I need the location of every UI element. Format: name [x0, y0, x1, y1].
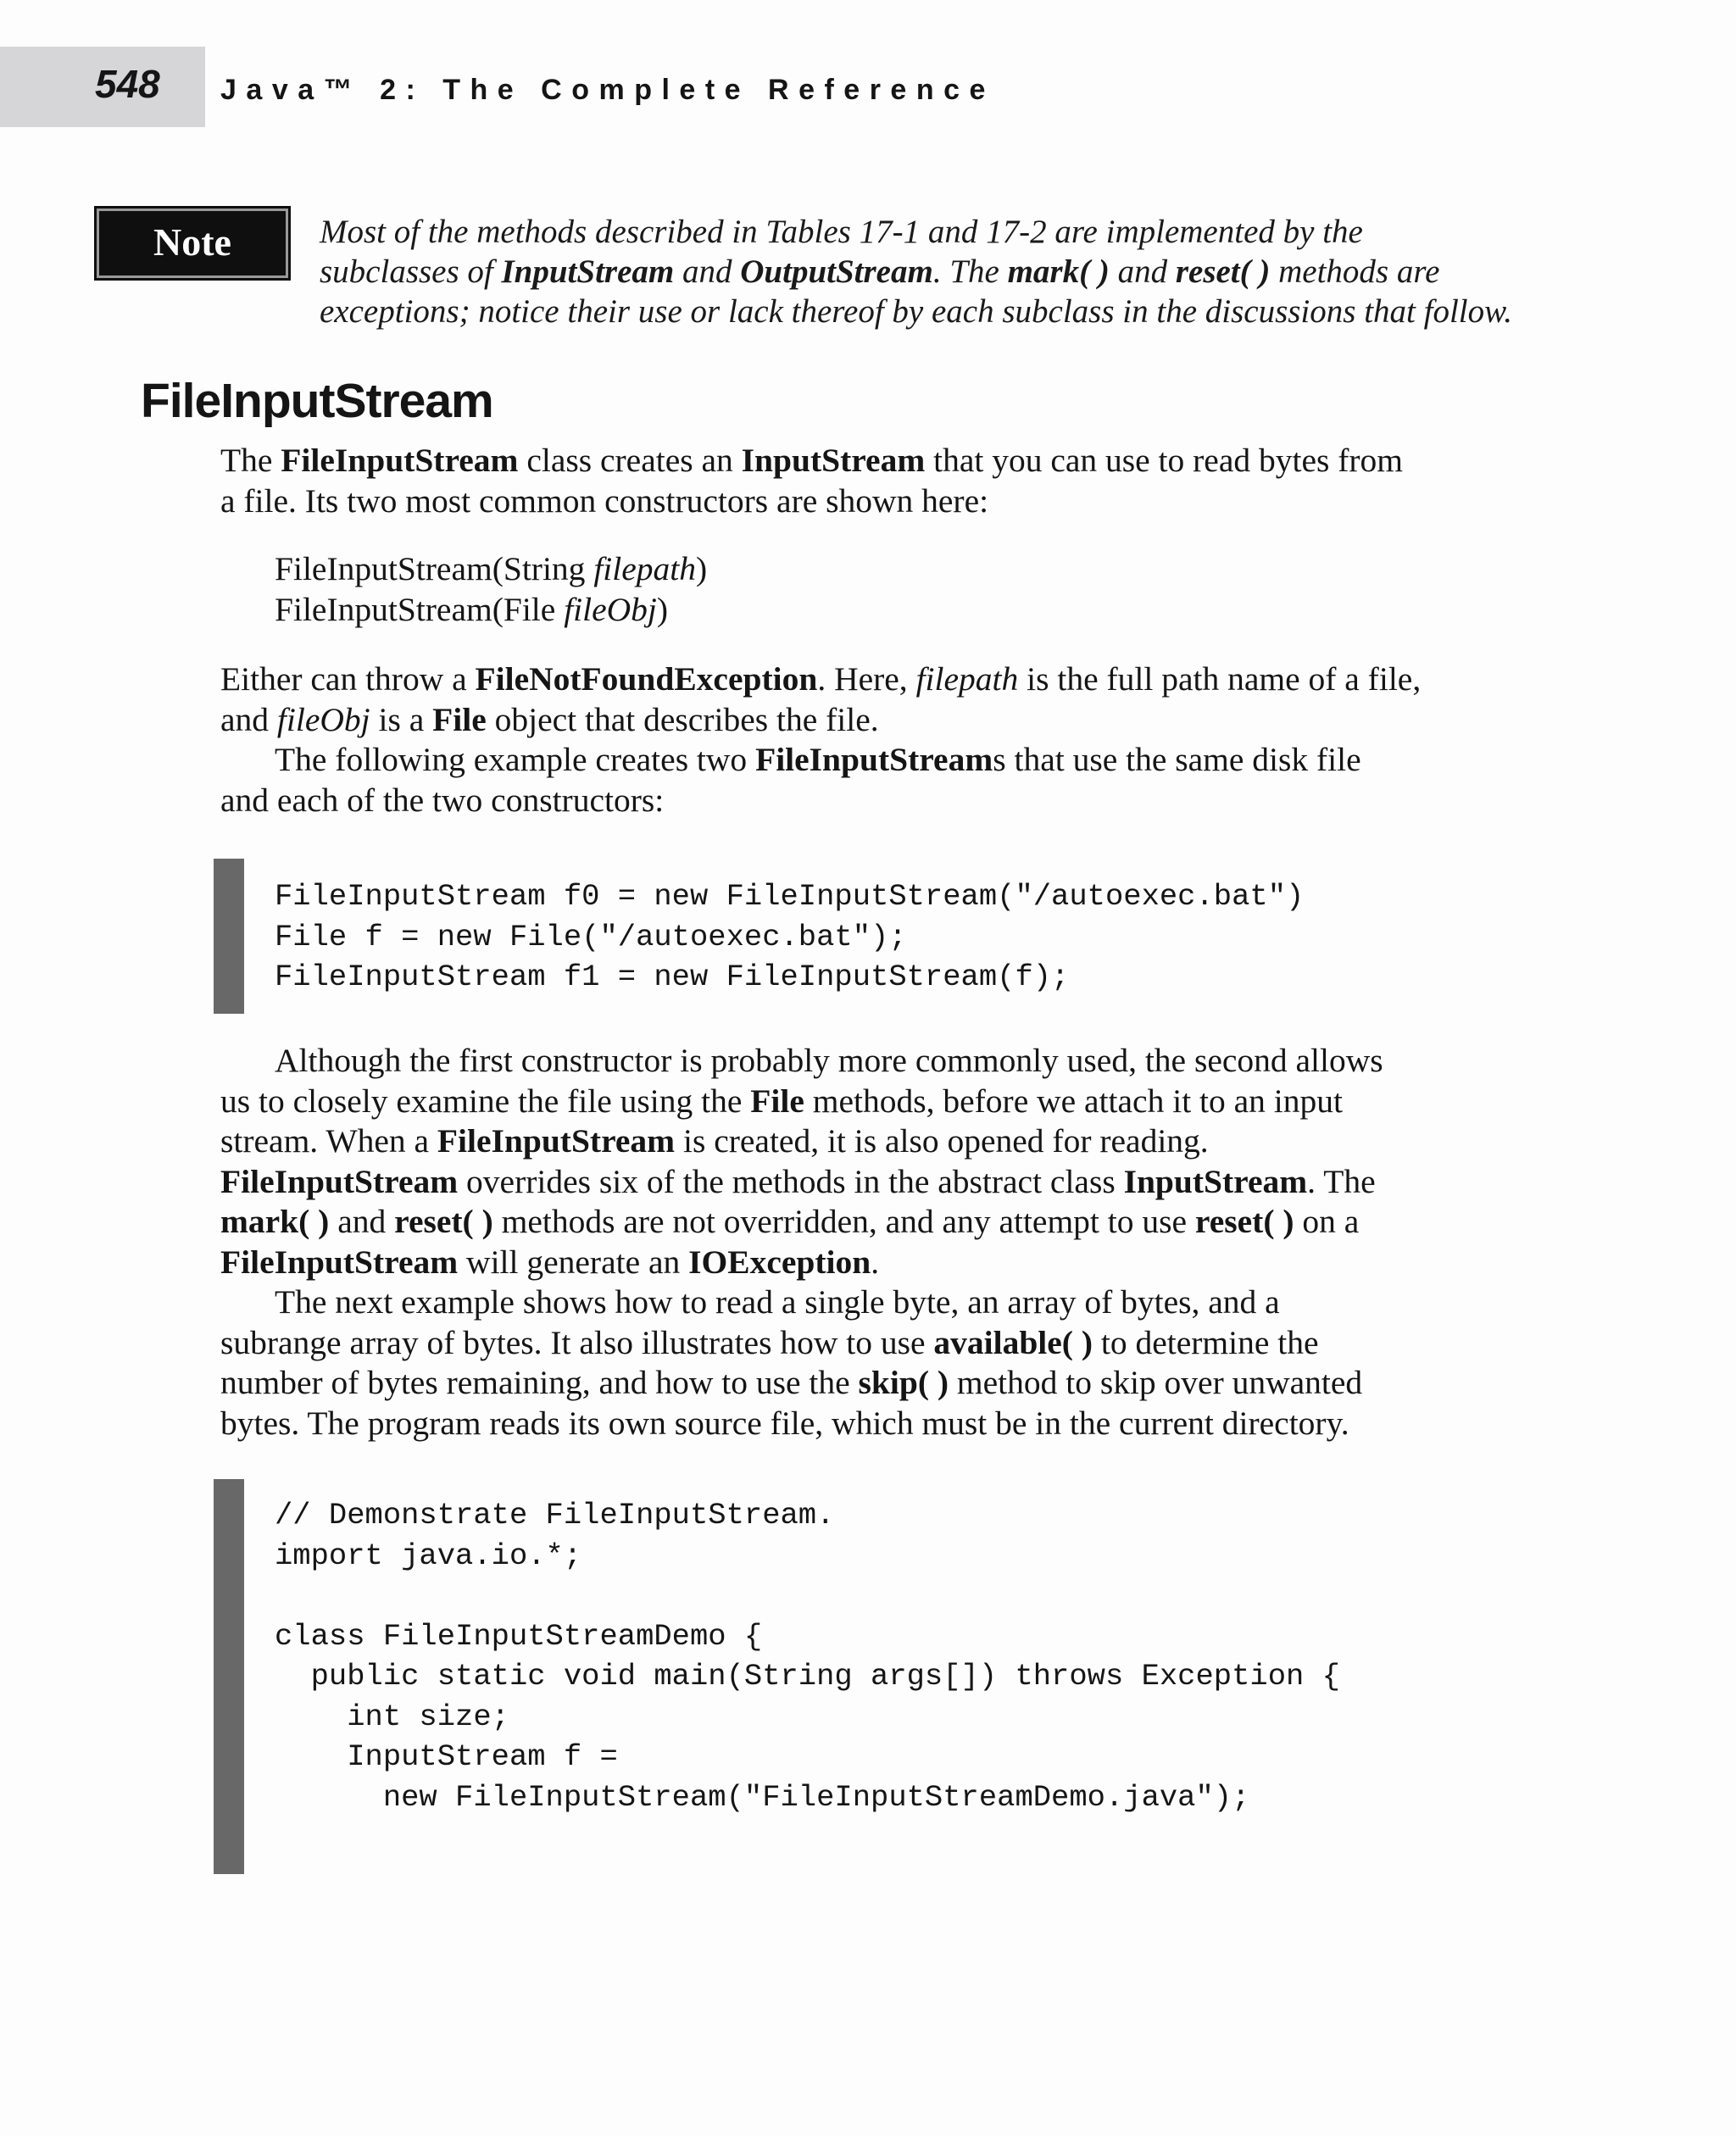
text-line — [320, 212, 1540, 252]
text-run: exceptions; notice their use or lack thereof by each subclass in the discussions that follow. — [320, 293, 1512, 330]
bold-term: reset( ) — [1175, 253, 1271, 290]
bold-term: skip( ) — [858, 1364, 949, 1401]
text-run: . The — [1307, 1162, 1376, 1200]
text-run: and — [674, 253, 741, 290]
bold-term: FileInputStream — [437, 1122, 676, 1160]
text-run: methods are not overridden, and any attempt to use — [492, 1203, 1195, 1240]
bold-term: mark( ) — [220, 1203, 330, 1240]
text-run: FileInputStream(File — [275, 590, 565, 628]
bold-term: OutputStream — [740, 253, 933, 290]
paragraph-constructors-explained — [220, 659, 1543, 820]
code-line: FileInputStream f1 = new FileInputStream(f); — [275, 960, 1070, 994]
italic-term: filepath — [915, 660, 1019, 698]
bold-term: IOException — [688, 1243, 871, 1281]
code-line: import java.io.*; — [275, 1538, 582, 1573]
text-run: overrides six of the methods in the abstract class — [458, 1162, 1124, 1200]
text-run: ) — [696, 550, 708, 587]
code-block-1 — [275, 876, 1304, 998]
code-line: class FileInputStreamDemo { — [275, 1618, 763, 1654]
text-run: is a — [370, 700, 433, 738]
text-run: and — [220, 700, 277, 738]
text-run: will generate an — [458, 1243, 689, 1281]
text-run: us to closely examine the file using the — [220, 1082, 751, 1120]
code-line: // Demonstrate FileInputStream. — [275, 1498, 835, 1532]
code-line — [275, 1576, 1340, 1616]
code-line: int size; — [275, 1699, 509, 1734]
text-line — [220, 1282, 1543, 1323]
page-number: 548 — [95, 62, 160, 106]
constructor-list — [275, 549, 707, 630]
bold-term: File — [750, 1082, 804, 1120]
text-run: and each of the two constructors: — [220, 781, 665, 819]
section-heading: FileInputStream — [141, 374, 493, 428]
text-line — [220, 1323, 1543, 1364]
text-line — [320, 252, 1540, 292]
code-block-2-bar — [214, 1479, 244, 1874]
italic-term: fileObj — [276, 700, 370, 738]
bold-term: InputStream — [741, 442, 926, 479]
bold-term: reset( ) — [394, 1203, 493, 1240]
text-run: Either can throw a — [220, 660, 476, 698]
text-run: Although the first constructor is probably more commonly used, the second allows — [275, 1042, 1383, 1079]
text-run: The next example shows how to read a single byte, an array of bytes, and a — [275, 1283, 1280, 1321]
text-line — [220, 481, 1543, 522]
text-line — [220, 1162, 1543, 1203]
text-line — [220, 1041, 1543, 1082]
text-line — [275, 549, 707, 590]
text-run: ) — [656, 590, 669, 628]
code-line: FileInputStream f0 = new FileInputStream("/autoexec.bat") — [275, 879, 1305, 914]
bold-term: InputStream — [1123, 1162, 1308, 1200]
bold-term: FileInputStream — [220, 1243, 459, 1281]
text-run: . Here, — [817, 660, 916, 698]
text-run: a file. Its two most common constructors are shown here: — [220, 481, 989, 520]
bold-term: FileInputStream — [755, 741, 993, 778]
note-label: Note — [153, 220, 231, 264]
text-run: method to skip over unwanted — [949, 1364, 1363, 1401]
text-line — [220, 1404, 1543, 1444]
note-label-box — [97, 209, 288, 278]
code-block-2 — [275, 1495, 1340, 1817]
bold-term: InputStream — [501, 253, 675, 290]
text-run: s that use the same disk file — [993, 741, 1361, 778]
text-run: number of bytes remaining, and how to use the — [220, 1364, 859, 1401]
running-title: Java™ 2: The Complete Reference — [220, 74, 995, 106]
text-run: . — [871, 1243, 880, 1281]
code-block-1-bar — [214, 859, 244, 1014]
code-line: new FileInputStream("FileInputStreamDemo.java"); — [275, 1779, 1250, 1815]
code-line: public static void main(String args[]) throws Exception { — [275, 1659, 1340, 1694]
italic-term: fileObj — [564, 590, 657, 628]
text-run: The — [220, 442, 281, 479]
text-run: Most of the methods described in Tables 17-1 and 17-2 are implemented by the — [320, 214, 1363, 250]
text-run: class creates an — [518, 442, 742, 479]
text-line — [220, 659, 1543, 700]
text-line — [220, 1202, 1543, 1243]
italic-term: filepath — [593, 550, 696, 587]
text-run: FileInputStream(String — [275, 550, 594, 587]
note-text — [320, 212, 1540, 331]
text-run: to determine the — [1092, 1323, 1319, 1361]
text-run: stream. When a — [220, 1122, 437, 1160]
text-run: methods are — [1270, 253, 1440, 290]
text-run: on a — [1294, 1203, 1360, 1240]
bold-term: FileInputStream — [220, 1162, 459, 1200]
text-line — [220, 441, 1543, 481]
text-run: and — [1109, 253, 1176, 290]
text-line — [220, 1121, 1543, 1162]
text-line — [320, 292, 1540, 331]
text-run: that you can use to read bytes from — [925, 442, 1404, 479]
text-run: object that describes the file. — [486, 700, 879, 738]
bold-term: reset( ) — [1194, 1203, 1294, 1240]
code-line: File f = new File("/autoexec.bat"); — [275, 919, 907, 954]
code-line: InputStream f = — [275, 1739, 618, 1774]
bold-term: FileNotFoundException — [475, 660, 818, 698]
bold-term: File — [432, 700, 487, 738]
text-run: is created, it is also opened for reading. — [675, 1122, 1209, 1160]
text-run: . The — [932, 253, 1008, 290]
text-line — [220, 740, 1543, 781]
bold-term: FileInputStream — [281, 442, 519, 479]
text-line — [220, 1363, 1543, 1404]
text-run: subrange array of bytes. It also illustrates how to use — [220, 1323, 934, 1361]
text-line — [220, 781, 1543, 821]
bold-term: available( ) — [933, 1323, 1093, 1361]
text-run: subclasses of — [320, 253, 502, 290]
text-line — [220, 1243, 1543, 1283]
bold-term: mark( ) — [1007, 253, 1110, 290]
text-line — [220, 1082, 1543, 1122]
intro-paragraph — [220, 441, 1543, 521]
paragraph-file-input-stream-details — [220, 1041, 1543, 1443]
text-line — [275, 590, 707, 631]
text-run: bytes. The program reads its own source file, which must be in the current directory. — [220, 1404, 1349, 1442]
text-line — [220, 700, 1543, 741]
text-run: The following example creates two — [275, 741, 756, 778]
text-run: and — [329, 1203, 395, 1240]
text-run: is the full path name of a file, — [1018, 660, 1422, 698]
text-run: methods, before we attach it to an input — [804, 1082, 1343, 1120]
